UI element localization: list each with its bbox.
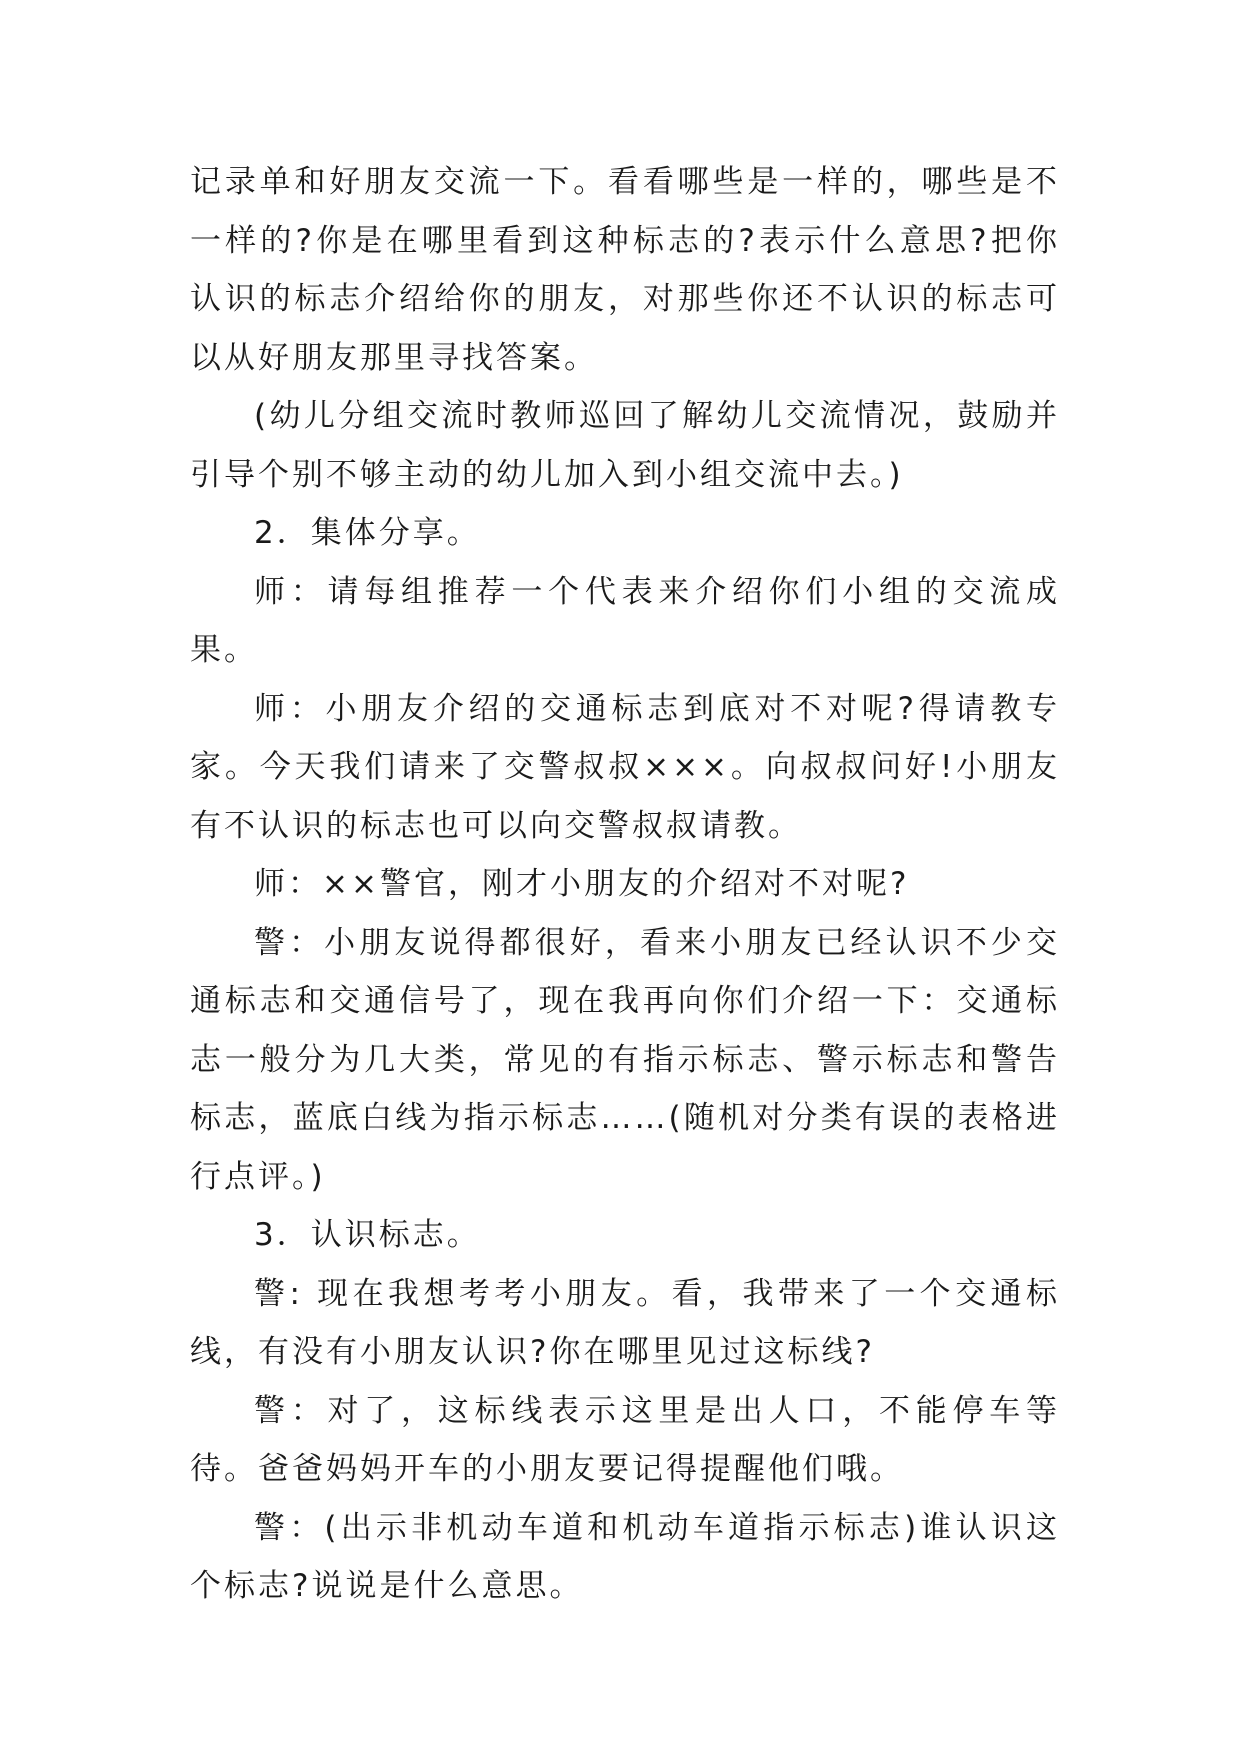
paragraph-teacher-note: (幼儿分组交流时教师巡回了解幼儿交流情况，鼓励并引导个别不够主动的幼儿加入到小组交流中去。) (190, 398, 1060, 493)
section-heading-recognize-signs: 3．认识标志。 (254, 1217, 481, 1253)
paragraph-police-line-2: 警: 现在我想考考小朋友。看，我带来了一个交通标线，有没有小朋友认识?你在哪里见过这标线? (190, 1275, 1060, 1370)
document-body (190, 153, 1060, 1616)
section-heading-group-sharing: 2．集体分享。 (254, 515, 481, 551)
paragraph-continuation: 记录单和好朋友交流一下。看看哪些是一样的，哪些是不一样的?你是在哪里看到这种标志的?表示什么意思?把你认识的标志介绍给你的朋友，对那些你还不认识的标志可以从好朋友那里寻找答案。 (190, 164, 1060, 376)
paragraph-police-line-1: 警：小朋友说得都很好，看来小朋友已经认识不少交通标志和交通信号了，现在我再向你们介绍一下：交通标志一般分为几大类，常见的有指示标志、警示标志和警告标志，蓝底白线为指示标志……(随机对分类有误的表格进行点评。) (190, 924, 1060, 1195)
paragraph-teacher-line-3: 师：××警官，刚才小朋友的介绍对不对呢? (254, 866, 910, 902)
paragraph-police-line-4: 警：(出示非机动车道和机动车道指示标志)谁认识这个标志?说说是什么意思。 (190, 1509, 1060, 1604)
paragraph-police-line-3: 警：对了，这标线表示这里是出人口，不能停车等待。爸爸妈妈开车的小朋友要记得提醒他们哦。 (190, 1392, 1060, 1487)
paragraph-teacher-line-1: 师：请每组推荐一个代表来介绍你们小组的交流成果。 (190, 573, 1060, 668)
paragraph-teacher-line-2: 师：小朋友介绍的交通标志到底对不对呢?得请教专家。今天我们请来了交警叔叔×××。向叔叔问好!小朋友有不认识的标志也可以向交警叔叔请教。 (190, 690, 1060, 844)
